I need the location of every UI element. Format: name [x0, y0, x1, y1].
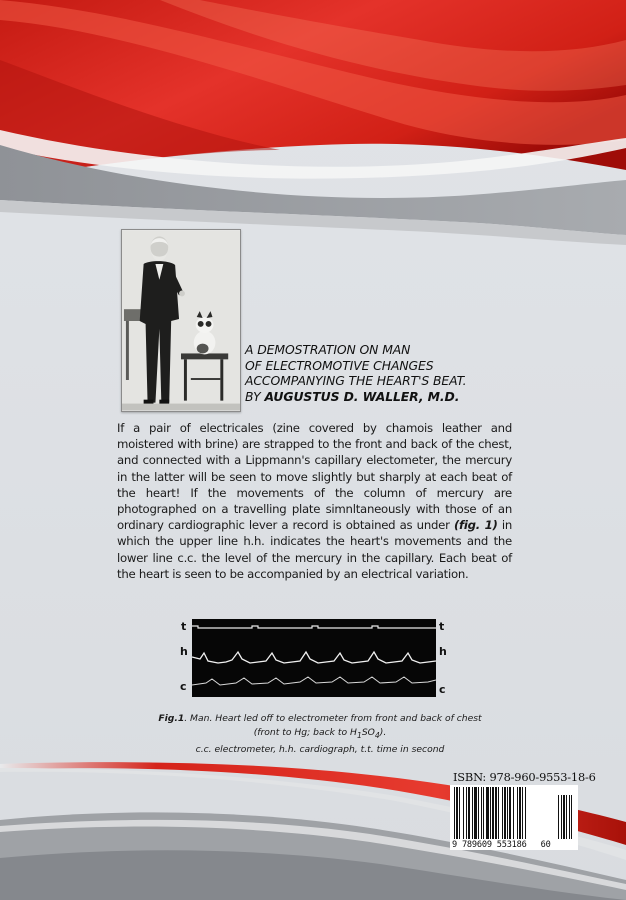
barcode-digits-main: 9 789609 553186 [452, 840, 527, 850]
barcode-digits [452, 840, 576, 850]
barcode-bar [517, 787, 518, 839]
barcode-addon-bar [563, 795, 565, 839]
barcode-bar [513, 787, 514, 839]
figure-caption [110, 712, 530, 757]
heading-line-3: ACCOMPANYING THE HEART'S BEAT. [245, 373, 467, 389]
heading-line-2: OF ELECTROMOTIVE CHANGES [245, 357, 434, 373]
barcode-bar [509, 787, 511, 839]
barcode-bar [472, 787, 473, 839]
electrocardiogram-trace [192, 619, 436, 697]
heading-line-1: A DEMOSTRATION ON MAN [245, 342, 411, 357]
figure-reference: (fig. 1) [453, 518, 498, 533]
body-text-part-2: in which the upper line h.h. indicates the heart's movements and the lower line c.c. the level of the mercury in the capillary. Each beat of the heart is seen to be accompanied by an electrical variation. [117, 518, 512, 581]
barcode-addon-bar [569, 795, 570, 839]
barcode-bar [459, 787, 460, 839]
barcode-bar [486, 787, 489, 839]
figure-label-h-right: h [439, 645, 447, 658]
barcode-bar [474, 787, 477, 839]
portrait-photo [121, 229, 241, 412]
barcode-bar [525, 787, 526, 839]
figure-label-c-right: c [439, 683, 446, 696]
body-text-part-1: If a pair of electricales (zine covered by chamois leather and moistered with brine) are strapped to the front and back of the chest, and connected with a Lippmann's capillary electometer, the mercury in the latter will be seen to move slightly but sharply at each beat of the heart! If the movements of the column of mercury are photographed on a travelling plate simnltaneously with those of an ordinary cardiographic lever a record is obtained as under [117, 421, 512, 533]
article-heading [245, 342, 545, 404]
figure-label-c-left: c [180, 680, 187, 693]
barcode-bar [478, 787, 479, 839]
caption-line-2 [110, 726, 530, 743]
heading-author: AUGUSTUS D. WALLER, M.D. [264, 388, 460, 404]
caption-sub-1: 1 [356, 730, 362, 740]
barcode-bar [454, 787, 455, 839]
barcode-addon-bar [571, 795, 572, 839]
caption-line-2-b: SO [361, 727, 375, 738]
barcode-bar [495, 787, 497, 839]
barcode-bar [481, 787, 482, 839]
caption-line-3: c.c. electrometer, h.h. cardiograph, t.t. time in second [195, 743, 445, 755]
heading-by: BY [245, 388, 265, 404]
caption-line-2-c: ). [379, 727, 387, 738]
barcode-bar [468, 787, 470, 839]
figure-label-t-right: t [439, 620, 445, 633]
barcode-bar [522, 787, 523, 839]
caption-sub-2: 4 [374, 730, 380, 740]
barcode-bar [492, 787, 494, 839]
barcode-digits-addon: 60 [540, 840, 551, 850]
barcode-bar [498, 787, 499, 839]
heading-line-4 [245, 389, 545, 405]
barcode-bar [507, 787, 508, 839]
barcode-bar [504, 787, 506, 839]
barcode-bar [463, 787, 464, 839]
caption-fig-number: Fig.1 [158, 713, 185, 724]
caption-line-1 [110, 712, 530, 726]
barcode-bar [502, 787, 503, 839]
figure-label-h-left: h [180, 645, 188, 658]
caption-line-1-text: . Man. Heart led off to electrometer from front and back of chest [184, 713, 482, 724]
barcode-bar [466, 787, 467, 839]
barcode-bar [483, 787, 484, 839]
barcode-bar [490, 787, 491, 839]
isbn-label: ISBN: 978-960-9553-18-6 [453, 770, 596, 784]
barcode-bar [456, 787, 458, 839]
barcode-addon-bar [566, 795, 567, 839]
figure-label-t-left: t [181, 620, 187, 633]
barcode-bar [519, 787, 521, 839]
body-paragraph [117, 420, 512, 582]
caption-line-2-a: (front to Hg; back to H [253, 727, 357, 738]
barcode-addon-bar [561, 795, 562, 839]
barcode-addon-bar [558, 795, 559, 839]
